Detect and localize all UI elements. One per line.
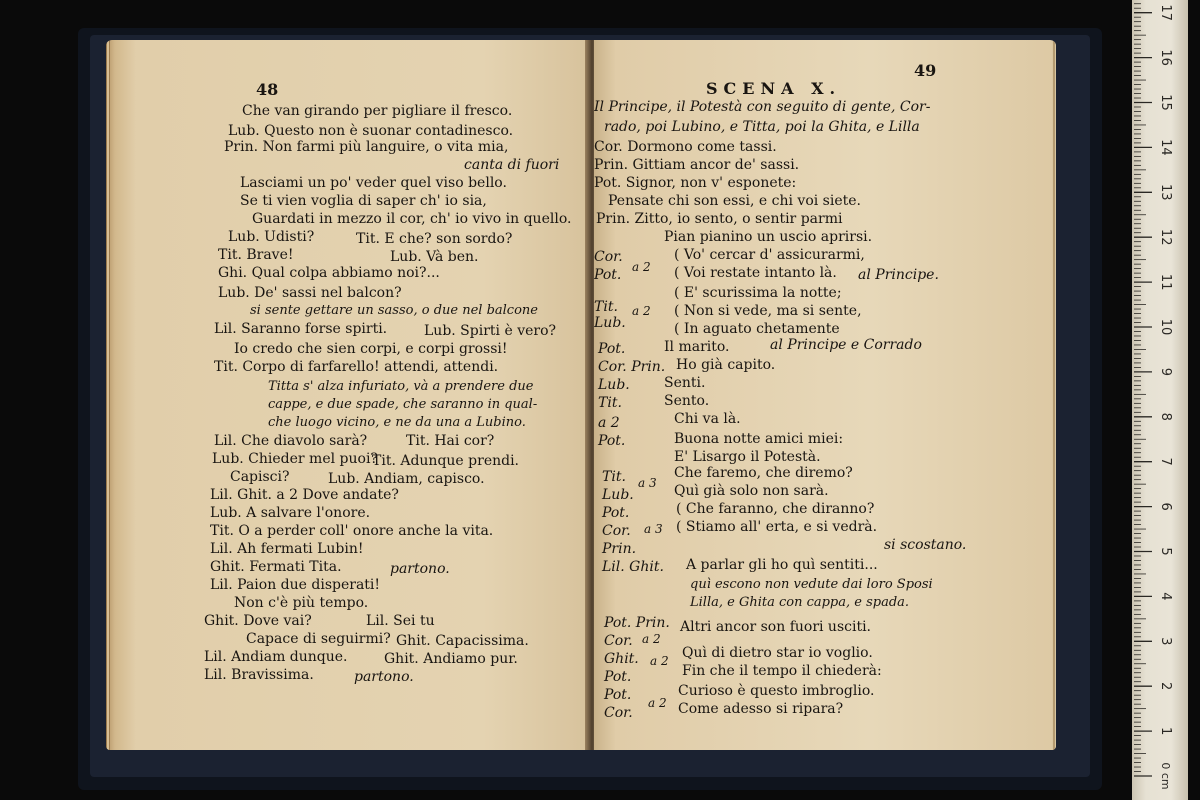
ruler-label: 1 — [1158, 726, 1173, 736]
verse-line: Lub. Andiam, capisco. — [328, 471, 485, 487]
stage-direction: Il Principe, il Potestà con seguito di gente, Cor- — [594, 99, 931, 115]
stage-direction: cappe, e due spade, che saranno in qual- — [268, 397, 538, 412]
left-page — [106, 40, 590, 750]
speaker-label: Cor. — [604, 705, 633, 721]
verse-line: Pot. Signor, non v' esponete: — [594, 175, 797, 191]
ruler-label: 4 — [1158, 592, 1173, 601]
speaker-label: Lub. — [602, 487, 634, 503]
verse-line: Ghit. Capacissima. — [396, 633, 529, 649]
verse-line: Lub. Spirti è vero? — [424, 323, 557, 339]
stage-direction: partono. — [390, 561, 450, 577]
verse-line: Tit. E che? son sordo? — [356, 231, 513, 247]
speaker-label: Cor. Prin. — [598, 359, 666, 375]
ruler-label: 9 — [1158, 367, 1173, 377]
right-page — [594, 40, 1056, 750]
ruler-label: 17 — [1158, 4, 1173, 21]
verse-line: ( Vo' cercar d' assicurarmi, — [674, 247, 865, 263]
speaker-label: a 2 — [598, 415, 620, 431]
verse-line: Tit. O a perder coll' onore anche la vita. — [210, 523, 494, 539]
verse-line: Il marito. — [664, 339, 730, 355]
chorus-marker: a 2 — [648, 696, 667, 710]
speaker-label: Tit. — [598, 395, 622, 411]
ruler-label: 11 — [1158, 273, 1173, 291]
ruler-label: 5 — [1158, 547, 1173, 556]
ruler-label: 3 — [1158, 637, 1173, 646]
verse-line: Tit. Adunque prendi. — [372, 453, 520, 469]
ruler-label: 2 — [1158, 682, 1173, 691]
verse-line: Curioso è questo imbroglio. — [678, 683, 875, 699]
verse-line: E' Lisargo il Potestà. — [674, 449, 821, 465]
verse-line: Buona notte amici miei: — [674, 431, 844, 447]
ruler-label: 10 — [1158, 318, 1173, 336]
ruler-label: 12 — [1158, 228, 1173, 246]
speaker-label: Prin. — [602, 541, 637, 557]
verse-line: Sento. — [664, 393, 710, 409]
verse-line: ( In aguato chetamente — [674, 321, 840, 337]
chorus-marker: a 2 — [632, 260, 651, 274]
verse-line: Pian pianino un uscio aprirsi. — [664, 229, 873, 245]
ruler-label: 16 — [1158, 49, 1173, 66]
verse-line: Non c'è più tempo. — [234, 595, 369, 611]
verse-line: Lub. Và ben. — [390, 249, 479, 265]
verse-line: Lil. Sei tu — [366, 613, 435, 629]
verse-line: Altri ancor son fuori usciti. — [680, 619, 872, 635]
verse-line: Ghit. Andiamo pur. — [384, 651, 518, 667]
verse-line: Lub. Udisti? — [228, 229, 315, 245]
page-edge — [1052, 40, 1056, 750]
speaker-label: Cor. — [594, 249, 623, 265]
verse-line: Guardati in mezzo il cor, ch' io vivo in quello. — [252, 211, 572, 227]
verse-line: ( Non si vede, ma si sente, — [674, 303, 862, 319]
verse-line: Ghi. Qual colpa abbiamo noi?... — [218, 265, 440, 281]
ruler-label: 13 — [1158, 184, 1173, 201]
verse-line: Lil. Ah fermati Lubin! — [210, 541, 364, 557]
speaker-label: Pot. — [598, 341, 626, 357]
verse-line: Chi va là. — [674, 411, 741, 427]
verse-line: Pensate chi son essi, e chi voi siete. — [608, 193, 861, 209]
ruler-label: 7 — [1158, 457, 1173, 466]
verse-line: Lil. Andiam dunque. — [204, 649, 348, 665]
verse-line: Tit. Brave! — [218, 247, 294, 263]
speaker-label: Ghit. — [604, 651, 639, 667]
verse-line: Quì di dietro star io voglio. — [682, 645, 873, 661]
ruler-label: 14 — [1158, 139, 1173, 156]
chorus-marker: a 2 — [642, 632, 661, 646]
page-edge — [106, 40, 110, 750]
stage-direction: al Principe. — [858, 267, 939, 283]
speaker-label: Lub. — [594, 315, 626, 331]
verse-line: Ho già capito. — [676, 357, 776, 373]
stage-direction: si sente gettare un sasso, o due nel balcone — [250, 303, 538, 318]
verse-line: Fin che il tempo il chiederà: — [682, 663, 882, 679]
scene-title: SCENA X. — [706, 79, 842, 98]
ruler-scale — [1132, 0, 1188, 800]
stage-direction: Lilla, e Ghita con cappa, e spada. — [690, 595, 910, 610]
chorus-marker: a 2 — [650, 654, 669, 668]
ruler-label: 8 — [1158, 412, 1173, 421]
verse-line: Prin. Zitto, io sento, o sentir parmi — [596, 211, 843, 227]
ruler-label: 6 — [1158, 502, 1173, 511]
verse-line: Lub. De' sassi nel balcon? — [218, 285, 402, 301]
stage-direction: al Principe e Corrado — [770, 337, 922, 353]
verse-line: ( E' scurissima la notte; — [674, 285, 842, 301]
stage-direction: partono. — [354, 669, 414, 685]
verse-line: Lil. Che diavolo sarà? — [214, 433, 368, 449]
verse-line: Lil. Ghit. a 2 Dove andate? — [210, 487, 399, 503]
verse-line: Lub. Chieder mel puoi? — [212, 451, 378, 467]
speaker-label: Pot. Prin. — [604, 615, 670, 631]
verse-line: Come adesso si ripara? — [678, 701, 844, 717]
verse-line: Io credo che sien corpi, e corpi grossi! — [234, 341, 508, 357]
verse-line: Prin. Non farmi più languire, o vita mia, — [224, 139, 509, 155]
measuring-ruler — [1132, 0, 1188, 800]
speaker-label: Lub. — [598, 377, 630, 393]
verse-line: Prin. Gittiam ancor de' sassi. — [594, 157, 800, 173]
verse-line: Ghit. Dove vai? — [204, 613, 312, 629]
verse-line: Che faremo, che diremo? — [674, 465, 853, 481]
stage-direction: Titta s' alza infuriato, và a prendere due — [268, 379, 534, 394]
verse-line: Tit. Corpo di farfarello! attendi, attendi. — [214, 359, 499, 375]
speaker-label: Pot. — [604, 669, 632, 685]
verse-line: ( Stiamo all' erta, e si vedrà. — [676, 519, 878, 535]
stage-direction: che luogo vicino, e ne da una a Lubino. — [268, 415, 526, 430]
verse-line: Lub. Questo non è suonar contadinesco. — [228, 123, 514, 139]
verse-line: Se ti vien voglia di saper ch' io sia, — [240, 193, 487, 209]
stage-direction: rado, poi Lubino, e Titta, poi la Ghita, e Lilla — [604, 119, 920, 135]
chorus-marker: a 2 — [632, 304, 651, 318]
speaker-label: Cor. — [602, 523, 631, 539]
verse-line: ( Voi restate intanto là. — [674, 265, 837, 281]
chorus-marker: a 3 — [638, 476, 657, 490]
speaker-label: Tit. — [594, 299, 618, 315]
verse-line: Senti. — [664, 375, 706, 391]
speaker-label: Pot. — [604, 687, 632, 703]
page-number: 48 — [256, 80, 279, 99]
stage-direction: quì escono non vedute dai loro Sposi — [690, 577, 933, 592]
stage-direction: canta di fuori — [464, 157, 560, 173]
verse-line: Capisci? — [230, 469, 290, 485]
verse-line: Lasciami un po' veder quel viso bello. — [240, 175, 507, 191]
verse-line: Lil. Bravissima. — [204, 667, 314, 683]
stage-direction: si scostano. — [884, 537, 967, 553]
verse-line: Lil. Saranno forse spirti. — [214, 321, 388, 337]
verse-line: A parlar gli ho quì sentiti... — [686, 557, 878, 573]
page-number: 49 — [914, 61, 937, 80]
verse-line: Che van girando per pigliare il fresco. — [242, 103, 513, 119]
verse-line: Cor. Dormono come tassi. — [594, 139, 777, 155]
speaker-label: Pot. — [594, 267, 622, 283]
verse-line: Tit. Hai cor? — [406, 433, 495, 449]
speaker-label: Pot. — [598, 433, 626, 449]
verse-line: Lil. Paion due disperati! — [210, 577, 381, 593]
speaker-label: Cor. — [604, 633, 633, 649]
verse-line: ( Che faranno, che diranno? — [676, 501, 875, 517]
speaker-label: Lil. Ghit. — [602, 559, 664, 575]
verse-line: Quì già solo non sarà. — [674, 483, 829, 499]
verse-line: Capace di seguirmi? — [246, 631, 391, 647]
verse-line: Ghit. Fermati Tita. — [210, 559, 342, 575]
speaker-label: Tit. — [602, 469, 626, 485]
ruler-unit-label: 0 cm — [1159, 762, 1172, 790]
ruler-label: 15 — [1158, 94, 1173, 111]
chorus-marker: a 3 — [644, 522, 663, 536]
verse-line: Lub. A salvare l'onore. — [210, 505, 371, 521]
speaker-label: Pot. — [602, 505, 630, 521]
